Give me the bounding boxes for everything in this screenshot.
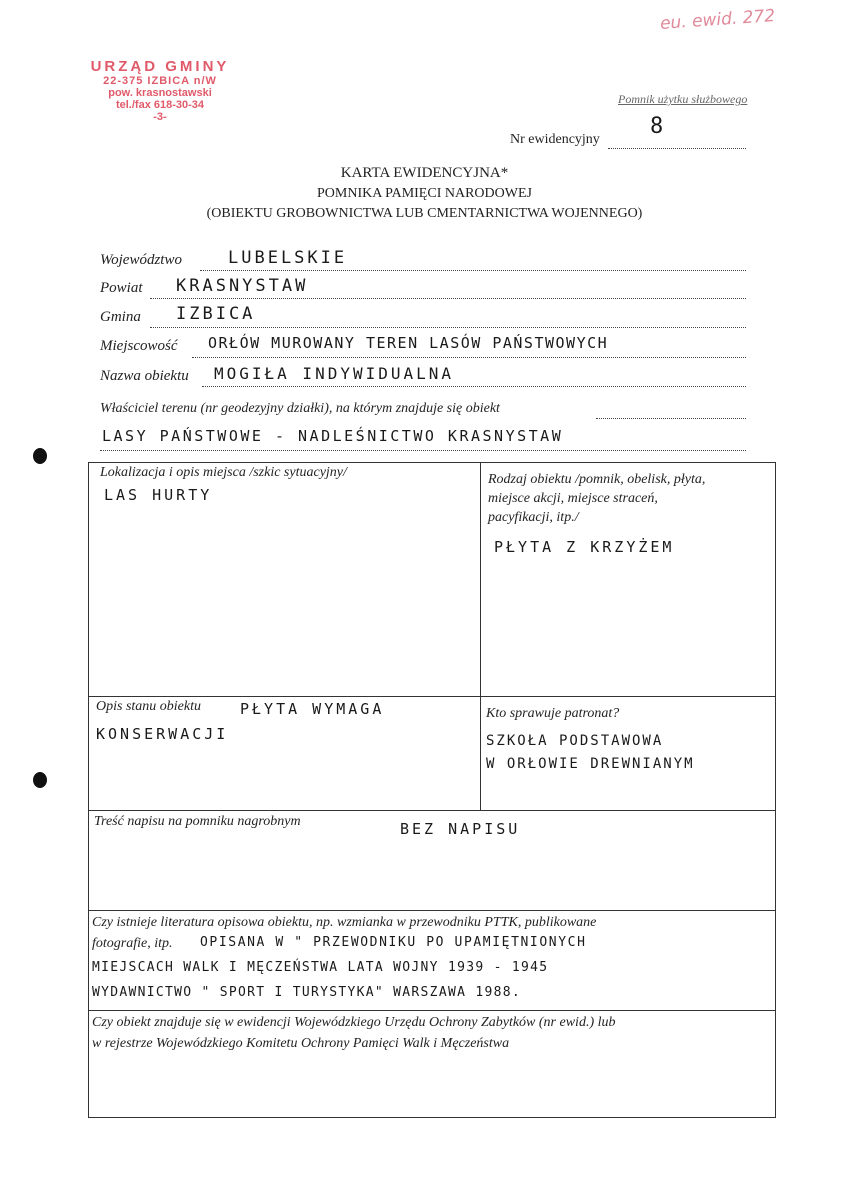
- punch-hole-bottom: [33, 772, 47, 788]
- table-top-border: [88, 462, 776, 463]
- office-stamp: [60, 58, 260, 123]
- title-line-2: POMNIKA PAMIĘCI NARODOWEJ: [317, 186, 532, 201]
- tresc-napisu-label: Treść napisu na pomniku nagrobnym: [94, 814, 301, 829]
- miejscowosc-value: ORŁÓW MUROWANY TEREN LASÓW PAŃSTWOWYCH: [208, 334, 609, 352]
- wojewodztwo-label: Województwo: [100, 252, 182, 268]
- powiat-label: Powiat: [100, 280, 143, 296]
- stamp-line-2: 22-375 IZBICA n/W: [103, 75, 217, 87]
- ewidencja-label-1: Czy obiekt znajduje się w ewidencji Wojewódzkiego Urzędu Ochrony Zabytków (nr ewid.) lub: [92, 1015, 616, 1030]
- patronat-label: Kto sprawuje patronat?: [486, 706, 620, 721]
- classification-note: Pomnik użytku służbowego: [618, 92, 748, 106]
- table-row-divider-2: [88, 810, 776, 811]
- literatura-value-1: OPISANA W " PRZEWODNIKU PO UPAMIĘTNIONYCH: [200, 935, 587, 950]
- miejscowosc-label: Miejscowość: [100, 338, 178, 354]
- stamp-line-3: pow. krasnostawski: [108, 87, 212, 99]
- table-bottom-border: [88, 1117, 776, 1118]
- miejscowosc-line: [192, 357, 746, 358]
- gmina-line: [150, 327, 746, 328]
- wlasciciel-label: Właściciel terenu (nr geodezyjny działki), na którym znajduje się obiekt: [100, 401, 500, 416]
- wlasciciel-line-2: [100, 450, 746, 451]
- wlasciciel-line: [596, 418, 746, 419]
- literatura-label-1: Czy istnieje literatura opisowa obiektu, np. wzmianka w przewodniku PTTK, publikowane: [92, 915, 597, 930]
- literatura-label-2: fotografie, itp.: [92, 936, 173, 951]
- opis-stanu-value-2: KONSERWACJI: [96, 725, 229, 743]
- gmina-value: IZBICA: [176, 304, 256, 324]
- literatura-value-2: MIEJSCACH WALK I MĘCZEŃSTWA LATA WOJNY 1939 - 1945: [92, 960, 549, 975]
- table-row-divider-4: [88, 1010, 776, 1011]
- table-column-divider: [480, 462, 481, 810]
- stamp-line-4: tel./fax 618-30-34: [115, 99, 205, 111]
- title-line-1: KARTA EWIDENCYJNA*: [340, 165, 509, 181]
- rodzaj-label-1: Rodzaj obiektu /pomnik, obelisk, płyta,: [488, 472, 706, 487]
- nazwa-obiektu-line: [202, 386, 746, 387]
- wojewodztwo-value: LUBELSKIE: [228, 248, 348, 268]
- wlasciciel-value: LASY PAŃSTWOWE - NADLEŚNICTWO KRASNYSTAW: [102, 427, 564, 445]
- tresc-napisu-value: BEZ NAPISU: [400, 820, 521, 838]
- rodzaj-label-2: miejsce akcji, miejsce straceń,: [488, 491, 658, 506]
- title-line-3: (OBIEKTU GROBOWNICTWA LUB CMENTARNICTWA WOJENNEGO): [206, 206, 643, 221]
- literatura-value-3: WYDAWNICTWO " SPORT I TURYSTYKA" WARSZAWA 1988.: [92, 985, 521, 1000]
- nazwa-obiektu-label: Nazwa obiektu: [100, 368, 189, 384]
- rodzaj-label-3: pacyfikacji, itp./: [488, 510, 579, 525]
- punch-hole-top: [33, 448, 47, 464]
- corner-note: eu. ewid. 272: [659, 6, 776, 34]
- table-right-border: [775, 462, 776, 1118]
- opis-stanu-value-1: PŁYTA WYMAGA: [240, 700, 385, 718]
- powiat-line: [150, 298, 746, 299]
- rodzaj-value: PŁYTA Z KRZYŻEM: [494, 538, 675, 556]
- evidence-number-value: 8: [650, 114, 667, 139]
- stamp-line-5: -3-: [153, 111, 167, 123]
- powiat-value: KRASNYSTAW: [176, 276, 309, 296]
- table-row-divider-3: [88, 910, 776, 911]
- ewidencja-label-2: w rejestrze Wojewódzkiego Komitetu Ochrony Pamięci Walk i Męczeństwa: [92, 1036, 510, 1051]
- wojewodztwo-line: [200, 270, 746, 271]
- gmina-label: Gmina: [100, 309, 141, 325]
- nazwa-obiektu-value: MOGIŁA INDYWIDUALNA: [214, 364, 455, 383]
- opis-stanu-label: Opis stanu obiektu: [96, 699, 201, 714]
- lokalizacja-label: Lokalizacja i opis miejsca /szkic sytuacyjny/: [100, 465, 347, 480]
- table-row-divider-1: [88, 696, 776, 697]
- evidence-number-label: Nr ewidencyjny: [510, 132, 600, 147]
- evidence-number-line: [608, 148, 746, 149]
- lokalizacja-value: LAS HURTY: [104, 486, 213, 504]
- patronat-value-2: W ORŁOWIE DREWNIANYM: [486, 756, 695, 772]
- table-left-border: [88, 462, 89, 1118]
- stamp-line-1: URZĄD GMINY: [90, 58, 230, 75]
- patronat-value-1: SZKOŁA PODSTAWOWA: [486, 733, 664, 749]
